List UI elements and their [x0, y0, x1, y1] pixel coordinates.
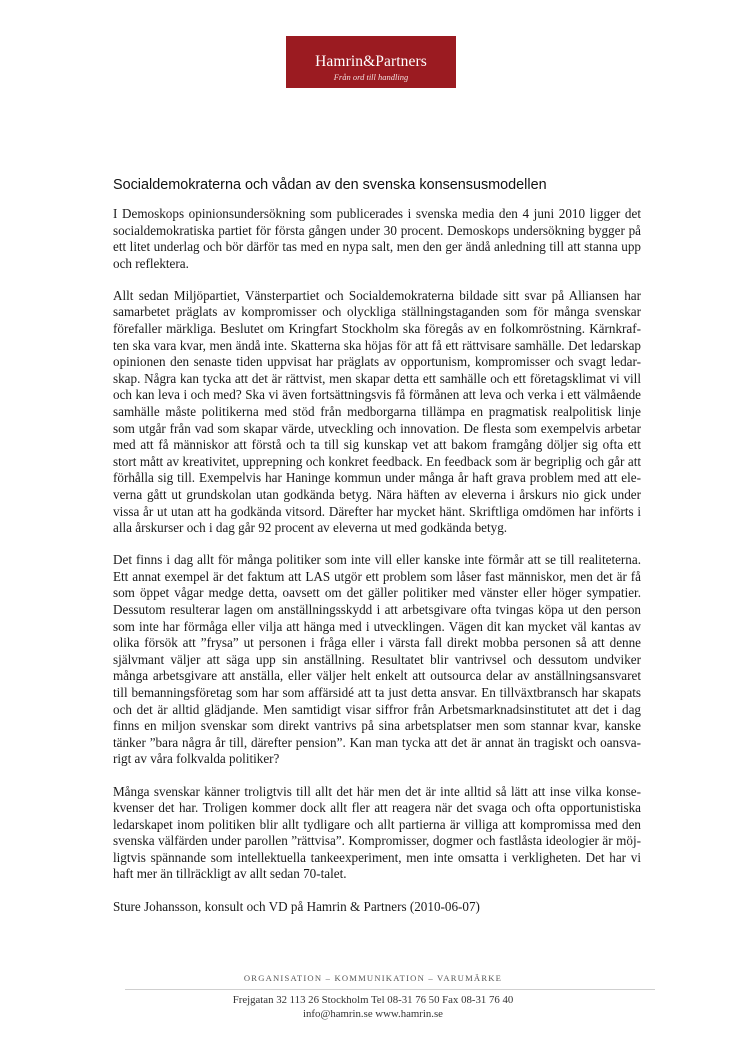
paragraph-line: ledarskapet inom politiken blir allt tydligare och allt partierna är villiga att kompromissa med den	[113, 816, 641, 832]
paragraph-line: svenska välfärden under parollen ”rättvisa”. Kompromisser, dogmer och fastlåsta ideologier är möj-	[113, 833, 641, 849]
paragraph-line: alla årskurser och i dag går 92 procent av eleverna ut med godkända betyg.	[113, 520, 508, 536]
article-paragraph	[113, 206, 641, 272]
footer-address: Frejgatan 32 113 26 Stockholm Tel 08-31 76 50 Fax 08-31 76 40	[232, 994, 514, 1006]
paragraph-line: som öppet vågar medge detta, oavsett om det gäller politiker med vänster eller höger sympatier.	[113, 585, 641, 601]
paragraph-line: opinionen den senaste tiden uppvisat har präglats av opportunism, kompromisser och svagt ledar-	[113, 354, 641, 370]
article-paragraph	[113, 288, 641, 537]
paragraph-line: ten ska vara kvar, men ändå inte. Skatterna ska höjas för att få ett rättvisare samhälle. Det ledarskap	[113, 337, 641, 353]
logo-tagline: Från ord till handling	[333, 72, 409, 82]
paragraph-line: samhälle måste politikerna med stöd från medborgarna tillämpa en pragmatisk realpolitisk linje	[113, 404, 641, 420]
article-paragraph	[113, 784, 641, 884]
paragraph-line: till bemanningsföretag som har som affärsidé att ta just detta ansvar. En tillväxtbransch har skapats	[113, 685, 641, 701]
paragraph-line: och det är alltid glädjande. Men samtidigt visar siffror från Arbetsmarknadsinstitutet att det i dag	[113, 701, 641, 717]
paragraph-line: med att få människor att förstå och ta till sig kunskap vet att bakom framgång döljer sig ofta ett	[113, 437, 641, 453]
paragraph-line: Dessutom resulterar lagen om anställningsskydd i att arbetsgivare ofta tvingas köpa ut den person	[113, 602, 641, 618]
company-logo	[286, 36, 456, 88]
paragraph-line: Ett annat exempel är det faktum att LAS utgör ett problem som låser fast människor, men det är få	[113, 568, 641, 584]
paragraph-line: ligtvis spännande som intellektuella tankeexperiment, men inte omsatta i verkligheten. Det har vi	[113, 849, 641, 865]
paragraph-line: Det finns i dag allt för många politiker som inte vill eller kanske inte förmår att se till realiteterna.	[113, 552, 641, 568]
paragraph-line: skap. Några kan tycka att det är rättvist, men skapar detta ett samhälle och ett företagsklimat vi vill	[113, 370, 641, 386]
paragraph-line: förefaller märkliga. Beslutet om Kringfart Stockholm ska föregås av en folkomröstning. Kärnkraf-	[113, 321, 641, 337]
paragraph-line: finns en miljon svenskar som direkt vantrivs på sina arbetsplatser men som stannar kvar, kanske	[113, 718, 641, 734]
paragraph-line: som utgår från vad som skapar värde, utveckling och innovation. De flesta som exempelvis arbetar	[113, 420, 641, 436]
article-body	[113, 206, 641, 931]
footer-contact: info@hamrin.se www.hamrin.se	[303, 1008, 443, 1020]
paragraph-line: rigt av våra folkvalda politiker?	[113, 751, 280, 767]
paragraph-line: vissa år ut utan att ha godkända vitsord. Därefter har mycket hänt. Skriftliga omdömen har införts i	[113, 503, 641, 519]
logo-brand-name: Hamrin&Partners	[315, 53, 427, 70]
paragraph-line: samarbetet präglats av kompromisser och olyckliga ställningstaganden som för många svenskar	[113, 304, 641, 320]
footer-heading: ORGANISATION – KOMMUNIKATION – VARUMÄRKE	[243, 973, 503, 983]
paragraph-line: tänker ”bara några år till, därefter pension”. Kan man tycka att det är annat än tragiskt och oansva-	[113, 734, 641, 750]
paragraph-line: Allt sedan Miljöpartiet, Vänsterpartiet och Socialdemokraterna bildade sitt svar på Alliansen har	[113, 287, 641, 303]
paragraph-line: självmant väljer att säga upp sin anställning. Resultatet blir vantrivsel och dessutom undviker	[113, 651, 641, 667]
article-signature	[113, 899, 641, 916]
paragraph-line: haft mer än tillräckligt av allt sedan 70-talet.	[113, 866, 347, 882]
paragraph-line: Många svenskar känner troligtvis till allt det här men det är inte alltid så lätt att inse vilka konse-	[113, 783, 641, 799]
paragraph-line: och kan leva i och med? Ska vi även fortsättningsvis få förmånen att leva och verka i ett välmående	[113, 387, 641, 403]
paragraph-line: I Demoskops opinionsundersökning som publicerades i svenska media den 4 juni 2010 ligger det	[113, 206, 641, 221]
paragraph-line: verna gått ut grundskolan utan godkända betyg. Nära häften av eleverna i årskurs nio gick under	[113, 487, 641, 502]
paragraph-line: olika försök att ”frysa” ut personen i fråga eller i värsta fall direkt mobba personen så att denne	[113, 635, 641, 651]
paragraph-line: många arbetsgivare att anställa, eller väljer helt enkelt att outsourca delar av anställningsansvaret	[113, 668, 641, 684]
paragraph-line: förhålla sig till. Exempelvis har Haninge kommun under många år haft grava problem med att ele-	[113, 470, 641, 486]
paragraph-line: ett litet underlag och bör därför tas med en nypa salt, men den ger ändå anledning till att stanna upp	[113, 239, 641, 255]
paragraph-line: stort mått av kreativitet, upprepning och konkret feedback. En feedback som är begriplig och går att	[113, 453, 641, 469]
footer-divider	[125, 989, 655, 990]
paragraph-line: socialdemokratiska partiet för första gången under 30 procent. Demoskops undersökning bygger på	[113, 222, 641, 238]
paragraph-line: Sture Johansson, konsult och VD på Hamrin & Partners (2010-06-07)	[113, 898, 480, 914]
paragraph-line: och reflektera.	[113, 255, 189, 271]
paragraph-line: kvenser det har. Troligen kommer dock allt fler att reagera när det svaga och ofta opportunistiska	[113, 800, 641, 816]
article-title: Socialdemokraterna och vådan av den svenska konsensusmodellen	[113, 177, 547, 193]
article-paragraph	[113, 552, 641, 768]
paragraph-line: som inte har förmåga eller vilja att hänga med i utvecklingen. Vägen dit kan mycket väl kantas av	[113, 618, 641, 634]
